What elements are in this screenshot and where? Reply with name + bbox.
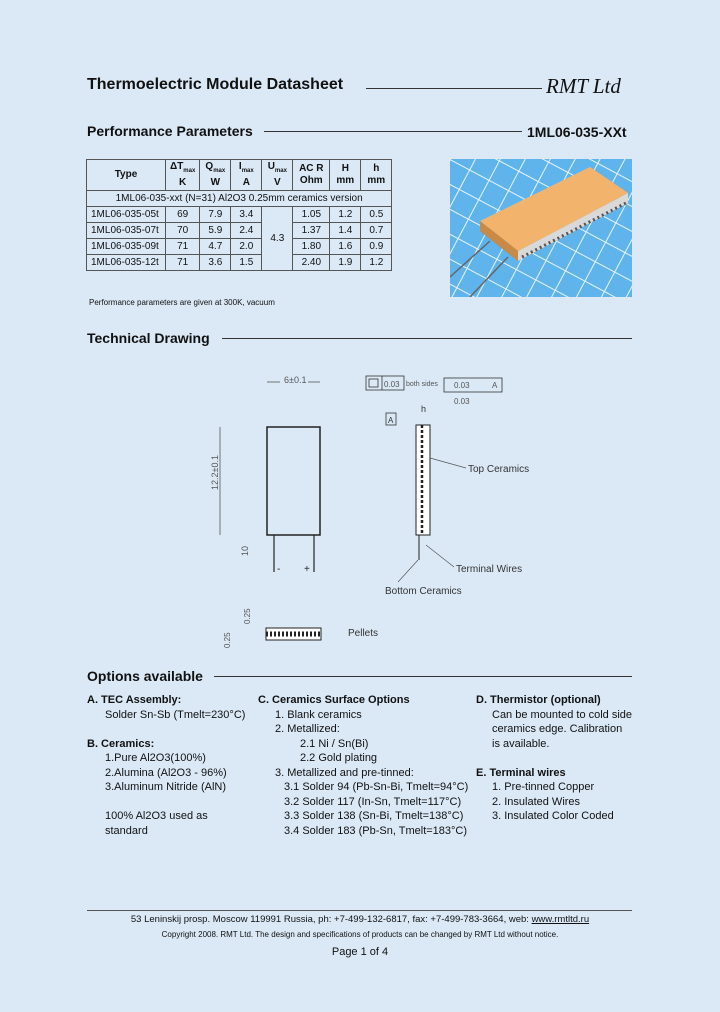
col-type: Type [87, 160, 166, 191]
col-h: h mm [361, 160, 392, 191]
label-pellets: Pellets [348, 628, 379, 639]
svg-text:A: A [492, 381, 498, 390]
svg-text:0.03: 0.03 [454, 381, 470, 390]
product-photo [450, 159, 632, 297]
plus-terminal: + [304, 564, 310, 575]
footer-copyright: Copyright 2008. RMT Ltd. The design and specifications of products can be changed by RMT Ltd without notice. [161, 930, 559, 939]
table-row: 1ML06-035-05t 69 7.9 3.4 4.3 1.05 1.2 0.5 [87, 207, 392, 223]
col-qmax: $Q_{max}$ W [200, 160, 231, 191]
performance-rule [264, 131, 522, 132]
dim-width-label: 6±0.1 [284, 375, 307, 385]
svg-text:10: 10 [240, 545, 250, 556]
website-link[interactable]: www.rmtltd.ru [531, 914, 590, 925]
section-title-performance: Performance Parameters [87, 123, 253, 139]
table-row: 1ML06-035-12t 71 3.6 1.5 2.40 1.9 1.2 [87, 255, 392, 271]
col-dtmax: $\Delta T_{max}$ K [166, 160, 200, 191]
minus-terminal: - [277, 564, 281, 575]
label-bottom-ceramics: Bottom Ceramics [385, 586, 462, 597]
umax-shared-cell: 4.3 [262, 207, 293, 271]
module-front-view [267, 427, 320, 535]
performance-table [86, 159, 392, 271]
model-code: 1ML06-035-XXt [527, 124, 627, 140]
drawing-rule [222, 338, 632, 339]
svg-text:0.25: 0.25 [223, 632, 232, 648]
svg-text:0.03: 0.03 [454, 397, 470, 406]
section-title-options: Options available [87, 668, 203, 684]
options-col-assembly: A. TEC Assembly: Solder Sn-Sb (Tmelt=230°C) B. Ceramics: 1.Pure Al2O3(100%) 2.Alumina (Al2O3 - 96%) 3.Aluminum Nitride (AlN) 100% Al2O3 used as standard [87, 694, 246, 837]
col-umax: $U_{max}$ V [262, 160, 293, 191]
document-title: Thermoelectric Module Datasheet [87, 76, 344, 93]
table-span-row: 1ML06-035-xxt (N=31) Al2O3 0.25mm ceramics version [87, 191, 392, 207]
footer-address: 53 Leninskij prosp. Moscow 119991 Russia, ph: +7-499-132-6817, fax: +7-499-783-3664, web: www.rmtltd.ru [130, 914, 590, 925]
technical-drawing [200, 360, 580, 660]
col-acr: AC R Ohm [293, 160, 330, 191]
table-header-row [87, 160, 392, 191]
svg-text:0.03: 0.03 [384, 380, 400, 389]
options-col-thermistor-wires: D. Thermistor (optional) Can be mounted to cold side ceramics edge. Calibration is available. E. Terminal wires 1. Pre-tinned Copper 2. Insulated Wires 3. Insulated Color Coded [476, 694, 633, 822]
options-rule [214, 676, 632, 677]
svg-text:0.25: 0.25 [243, 608, 252, 624]
performance-note: Performance parameters are given at 300K, vacuum [89, 298, 275, 307]
label-terminal-wires: Terminal Wires [456, 564, 523, 575]
options-col-ceramics-surface: C. Ceramics Surface Options 1. Blank ceramics 2. Metallized: 2.1 Ni / Sn(Bi) 2.2 Gold plating 3. Metallized and pre-tinned: 3.1 Solder 94 (Pb-Sn-Bi, Tmelt=94°C) 3.2 Solder 117 (In-Sn, Tmelt=117°C) 3.3 Solder 138 (Sn-Bi, Tmelt=138°C) 3.4 Solder 183 (Pb-Sn, Tmelt=183°C) [258, 694, 469, 837]
label-top-ceramics: Top Ceramics [468, 464, 530, 475]
table-row: 1ML06-035-07t 70 5.9 2.4 1.37 1.4 0.7 [87, 223, 392, 239]
footer-rule [87, 910, 632, 911]
col-H: H mm [330, 160, 361, 191]
svg-text:both sides: both sides [406, 381, 438, 388]
table-row: 1ML06-035-09t 71 4.7 2.0 1.80 1.6 0.9 [87, 239, 392, 255]
page-number: Page 1 of 4 [331, 946, 389, 958]
dim-height-label: 12.2±0.1 [210, 455, 220, 490]
header-rule [366, 88, 542, 89]
brand-logo: RMT Ltd [546, 74, 621, 98]
section-title-drawing: Technical Drawing [87, 330, 210, 346]
svg-text:A: A [388, 416, 394, 425]
svg-text:h: h [421, 404, 427, 414]
col-imax: $I_{max}$ A [231, 160, 262, 191]
